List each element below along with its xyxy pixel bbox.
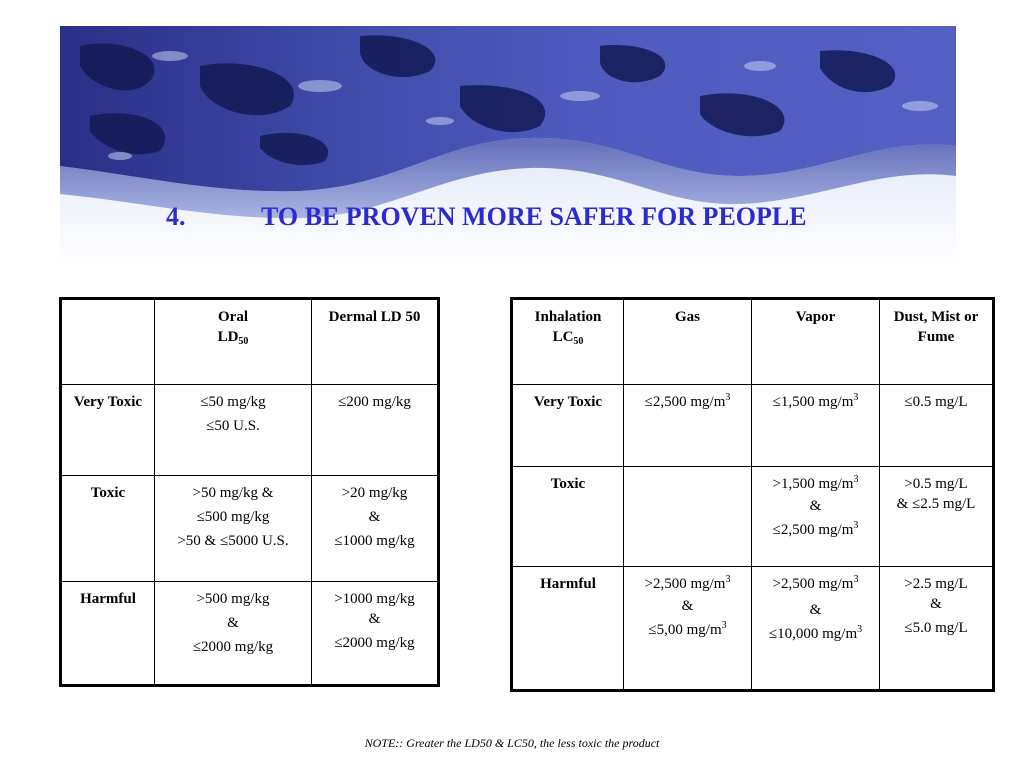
table-header-row xyxy=(61,299,439,385)
header-cell-empty xyxy=(61,299,155,385)
table-cell: ≤0.5 mg/L xyxy=(880,385,994,467)
table-cell: >2,500 $mg/m^3$ & ≤5,00 $mg/m^3$ xyxy=(624,567,752,691)
slide-title xyxy=(0,202,1024,238)
table-cell: >2,500 $mg/m^3$ & ≤10,000 $mg/m^3$ xyxy=(752,567,880,691)
table-cell: ≤200 mg/kg xyxy=(312,385,439,476)
row-label: Toxic xyxy=(512,467,624,567)
table-cell: ≤50 mg/kg ≤50 U.S. xyxy=(155,385,312,476)
header-cell-dust-mist-fume: Dust, Mist or Fume xyxy=(880,299,994,385)
table-row xyxy=(512,385,994,467)
row-label: Toxic xyxy=(61,476,155,582)
header-cell-oral: Oral $LD_{50}$ xyxy=(155,299,312,385)
table-cell: >1000 mg/kg & ≤2000 mg/kg xyxy=(312,582,439,686)
table-cell: ≤2,500 $mg/m^3$ xyxy=(624,385,752,467)
table-cell: ≤1,500 $mg/m^3$ xyxy=(752,385,880,467)
table-header-row xyxy=(512,299,994,385)
row-label: Harmful xyxy=(512,567,624,691)
table-cell: >20 mg/kg & ≤1000 mg/kg xyxy=(312,476,439,582)
table-cell: >500 mg/kg & ≤2000 mg/kg xyxy=(155,582,312,686)
row-label: Very Toxic xyxy=(512,385,624,467)
header-cell-vapor: Vapor xyxy=(752,299,880,385)
table-row xyxy=(61,582,439,686)
table-cell: >1,500 $mg/m^3$ & ≤2,500 $mg/m^3$ xyxy=(752,467,880,567)
footnote: NOTE:: Greater the LD50 & LC50, the less toxic the product xyxy=(364,736,660,750)
header-cell-inhalation: Inhalation $LC_{50}$ xyxy=(512,299,624,385)
row-label: Harmful xyxy=(61,582,155,686)
table-cell: >0.5 mg/L & ≤2.5 mg/L xyxy=(880,467,994,567)
header-cell-gas: Gas xyxy=(624,299,752,385)
table-cell: >50 mg/kg & ≤500 mg/kg >50 & ≤5000 U.S. xyxy=(155,476,312,582)
slide-title-text: TO BE PROVEN MORE SAFER FOR PEOPLE xyxy=(261,202,807,231)
table-cell: >2.5 mg/L & ≤5.0 mg/L xyxy=(880,567,994,691)
table-row xyxy=(512,567,994,691)
row-label: Very Toxic xyxy=(61,385,155,476)
oral-dermal-toxicity-table xyxy=(59,297,440,687)
table-row xyxy=(61,385,439,476)
table-row xyxy=(512,467,994,567)
header-cell-dermal: Dermal LD 50 xyxy=(312,299,439,385)
inhalation-toxicity-table xyxy=(510,297,995,692)
table-cell xyxy=(624,467,752,567)
slide-number: 4. xyxy=(166,202,186,231)
table-row xyxy=(61,476,439,582)
